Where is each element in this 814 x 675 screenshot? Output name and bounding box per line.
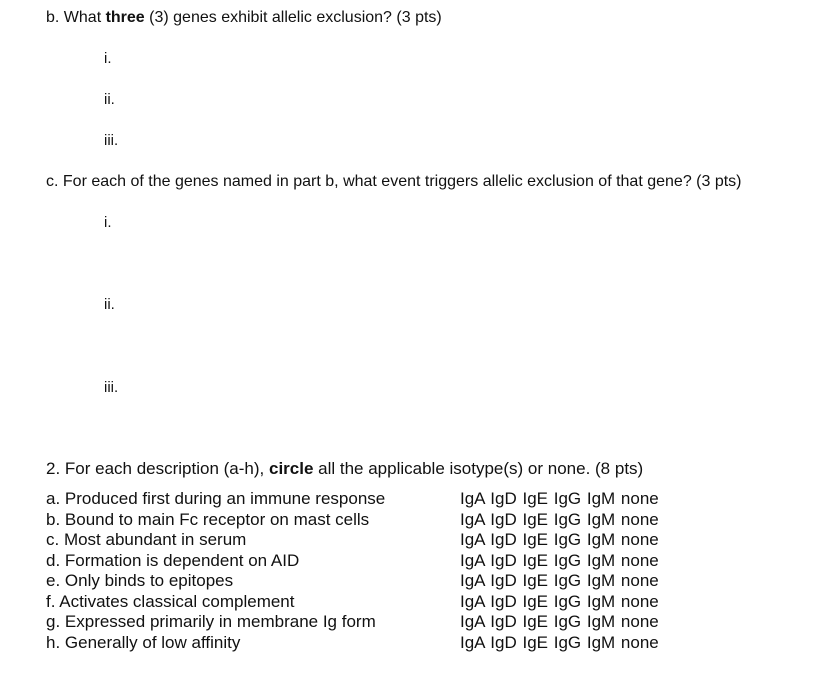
question-b-item-i: i. <box>104 50 112 67</box>
isotype-options-e: IgA IgD IgE IgG IgM none <box>460 571 659 590</box>
isotype-options-c: IgA IgD IgE IgG IgM none <box>460 530 659 549</box>
isotype-options-a: IgA IgD IgE IgG IgM none <box>460 489 659 508</box>
question-b-prefix: b. What <box>46 9 106 26</box>
question-c-item-i: i. <box>104 214 112 231</box>
question-c-item-ii: ii. <box>104 296 115 313</box>
description-g: g. Expressed primarily in membrane Ig form <box>46 612 376 631</box>
description-c: c. Most abundant in serum <box>46 530 247 549</box>
isotype-options-h: IgA IgD IgE IgG IgM none <box>460 632 659 652</box>
description-e: e. Only binds to epitopes <box>46 571 234 590</box>
isotype-options-d: IgA IgD IgE IgG IgM none <box>460 550 659 570</box>
description-h: h. Generally of low affinity <box>46 632 241 652</box>
question-2-prefix: 2. For each description (a-h), <box>46 459 269 478</box>
question-b-item-ii: ii. <box>104 91 115 108</box>
question-2-emphasis: circle <box>268 459 314 478</box>
isotype-options-f: IgA IgD IgE IgG IgM none <box>460 591 659 611</box>
question-b-suffix: (3) genes exhibit allelic exclusion? (3 pts) <box>144 9 442 26</box>
description-b: b. Bound to main Fc receptor on mast cells <box>46 509 370 529</box>
isotype-options-g: IgA IgD IgE IgG IgM none <box>460 612 659 631</box>
question-b-emphasis: three <box>105 9 145 26</box>
description-f: f. Activates classical complement <box>46 591 295 611</box>
question-2-suffix: all the applicable isotype(s) or none. (8 pts) <box>313 459 644 478</box>
question-2-prompt <box>46 459 643 479</box>
description-d: d. Formation is dependent on AID <box>46 550 300 570</box>
question-b-prompt <box>46 8 442 28</box>
description-a: a. Produced first during an immune response <box>46 489 386 508</box>
isotype-options-b: IgA IgD IgE IgG IgM none <box>460 509 659 529</box>
question-c-prompt: c. For each of the genes named in part b, what event triggers allelic exclusion of that gene? (3 pts) <box>46 173 742 190</box>
question-c-item-iii: iii. <box>104 379 119 396</box>
question-b-item-iii: iii. <box>104 132 119 149</box>
